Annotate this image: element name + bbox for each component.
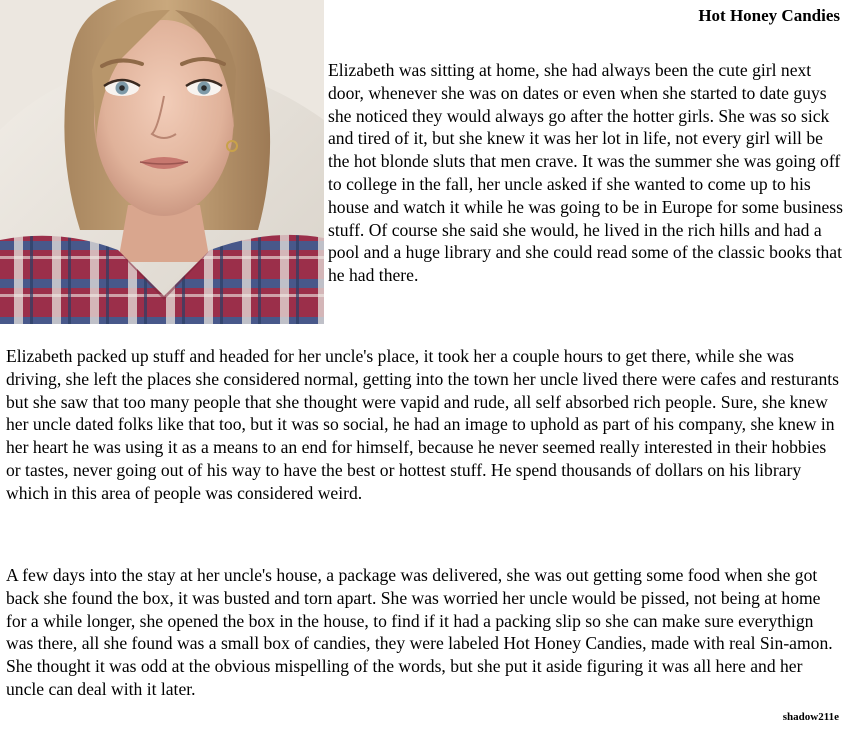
story-title: Hot Honey Candies [698, 6, 840, 25]
story-paragraph-2: Elizabeth packed up stuff and headed for her uncle's place, it took her a couple hours to get there, while she was driving, she left the places she considered normal, getting into the town her uncle lived there were cafes and resturants but she saw that too many people that she thought were vapid and rude, all self absorbed rich people. Sure, she knew her uncle dated folks like that too, but it was so social, he had an image to uphold as part of his company, she knew in her heart he was using it as a means to an end for himself, because he never seemed really interested in their hobbies or tastes, never going out of his way to have the best or hottest stuff. He spend thousands of dollars on his library which in this area of people was considered weird. [6, 346, 839, 503]
portrait-photo [0, 0, 324, 324]
story-paragraph-3: A few days into the stay at her uncle's house, a package was delivered, she was out getting some food when she got back she found the box, it was busted and torn apart. She was worried her uncle would be pissed, not being at home for a while longer, she opened the box in the house, to find if it had a packing slip so she can make sure everythign was there, all she found was a small box of candies, they were labeled Hot Honey Candies, made with real Sin-amon. She thought it was odd at the obvious mispelling of the words, but she put it aside figuring it was all here and her uncle can deal with it later. [6, 565, 833, 699]
author-credit: shadow211e [782, 711, 839, 723]
story-paragraph-1: Elizabeth was sitting at home, she had always been the cute girl next door, whenever she was on dates or even when she started to date guys she noticed they would always go after the hotter girls. She was so sick and tired of it, but she knew it was her lot in life, not every girl will be the hot blonde sluts that men crave. It was the summer she was going off to college in the fall, her uncle asked if she wanted to come up to his house and watch it while he was going to be in Europe for some business stuff. Of course she said she would, he lived in the rich hills and had a pool and a huge library and she could read some of the classic books that he had there. [328, 60, 844, 286]
